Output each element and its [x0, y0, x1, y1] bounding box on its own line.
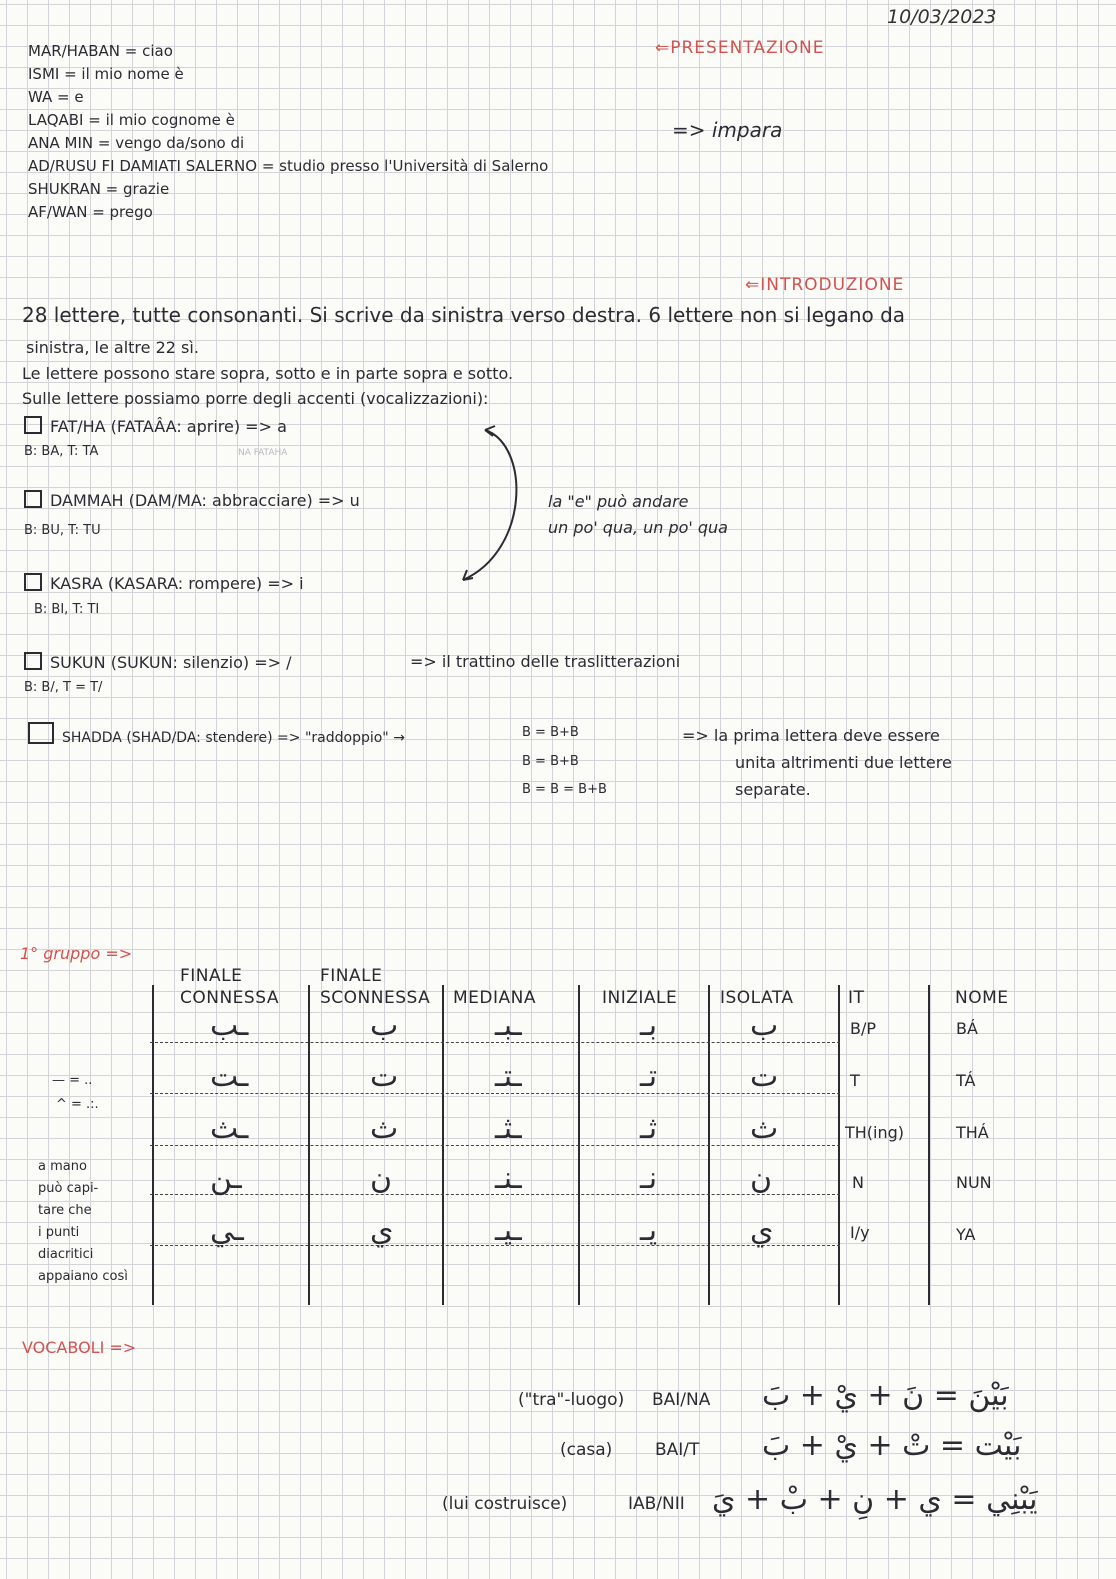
greeting-line: MAR/HABAN = ciao [28, 42, 173, 60]
shadda-label [28, 722, 405, 746]
transliteration: I/y [850, 1223, 870, 1242]
column-header: ISOLATA [720, 988, 794, 1008]
letter-form: ثـ [640, 1111, 658, 1146]
kasra-label [24, 573, 304, 593]
letter-name: TÁ [956, 1071, 976, 1090]
hand-note-line: diacritici [38, 1247, 94, 1262]
transliteration: TH(ing) [845, 1123, 905, 1142]
fatha-label [24, 416, 287, 436]
vocab-meaning: ("tra"-luogo) [518, 1390, 625, 1410]
letter-form: ـنـ [495, 1161, 522, 1196]
damma-label [24, 490, 360, 510]
hand-note-line: può capi- [38, 1181, 99, 1196]
letter-name: BÁ [956, 1019, 978, 1038]
group-label: 1° gruppo => [20, 944, 133, 963]
letter-name: NUN [956, 1173, 992, 1192]
greeting-line: AD/RUSU FI DAMIATI SALERNO = studio presso l'Università di Salerno [28, 157, 549, 175]
shadda-note: => la prima lettera deve essere [682, 726, 940, 745]
letter-form: ب [750, 1008, 779, 1043]
hand-note [38, 1156, 128, 1288]
column-header [180, 965, 279, 1009]
letter-form: ت [750, 1059, 779, 1094]
side-note-impara: => impara [672, 118, 783, 142]
greeting-line: SHUKRAN = grazie [28, 180, 170, 198]
letter-form: ي [750, 1213, 774, 1248]
section-heading-vocaboli: VOCABOLI => [22, 1338, 137, 1357]
vocab-meaning: (casa) [560, 1440, 613, 1460]
letter-form: ث [750, 1111, 779, 1146]
damma-text: DAMMAH (DAM/MA: abbracciare) => u [50, 491, 360, 510]
fatha-example: B: BA, T: TA [24, 444, 99, 459]
column-header: INIZIALE [602, 988, 678, 1008]
vocab-arabic: يَبْنِي = ي + نِ + بْ + يَ [712, 1482, 1038, 1517]
letter-form: ـي [210, 1213, 244, 1248]
greetings-list [28, 40, 548, 224]
letter-form: نـ [640, 1161, 658, 1196]
letter-form: ن [370, 1161, 393, 1196]
letter-form: ت [370, 1059, 399, 1094]
arrow-note: la "e" può andare [548, 492, 689, 511]
letter-form: ـب [210, 1008, 249, 1043]
intro-line: Sulle lettere possiamo porre degli accenti (vocalizzazioni): [22, 389, 489, 408]
intro-line: 28 lettere, tutte consonanti. Si scrive da sinistra verso destra. 6 lettere non si legano da [22, 303, 906, 327]
letter-form: ب [370, 1008, 399, 1043]
transliteration: B/P [850, 1019, 877, 1038]
hand-note-line: a mano [38, 1159, 87, 1174]
arrow-note: un po' qua, un po' qua [548, 518, 728, 537]
fatha-text: FAT/HA (FATAÂA: aprire) => a [50, 417, 287, 436]
letter-form: ـن [210, 1161, 242, 1196]
legend-line: ^ = .:. [56, 1097, 99, 1112]
shadda-note: separate. [735, 780, 811, 799]
header-line: SCONNESSA [320, 988, 431, 1008]
header-line: FINALE [180, 966, 243, 986]
letter-form: ث [370, 1111, 399, 1146]
shadda-equation: B = B+B [522, 754, 579, 769]
faded-note: NA FATAHA [238, 448, 288, 458]
letter-form: ـث [210, 1111, 249, 1146]
alphabet-table [150, 965, 1030, 1310]
checkbox-icon [24, 416, 42, 434]
section-heading-introduzione: ⇐INTRODUZIONE [745, 275, 905, 295]
letter-name: YA [956, 1225, 976, 1244]
sukun-label [24, 652, 291, 672]
greeting-line: WA = e [28, 88, 84, 106]
greeting-line: ANA MIN = vengo da/sono di [28, 134, 245, 152]
letter-form: ـيـ [495, 1213, 522, 1248]
date: 10/03/2023 [887, 6, 997, 28]
legend-line: — = .. [52, 1073, 93, 1088]
vocab-arabic: بَيْنَ = نَ + يْ + بَ [762, 1378, 1009, 1413]
sukun-text: SUKUN (SUKUN: silenzio) => / [50, 653, 292, 672]
section-heading-presentazione: ⇐PRESENTAZIONE [655, 38, 825, 58]
vocab-transliteration: BAI/NA [652, 1390, 711, 1410]
shadda-equation: B = B = B+B [522, 782, 607, 797]
greeting-line: AF/WAN = prego [28, 203, 153, 221]
sukun-example: B: B/, T = T/ [24, 680, 103, 695]
letter-form: ـتـ [495, 1059, 522, 1094]
vocab-meaning: (lui costruisce) [442, 1494, 568, 1514]
column-header: MEDIANA [453, 988, 536, 1008]
letter-form: تـ [640, 1059, 658, 1094]
checkbox-icon [28, 722, 54, 744]
intro-line: sinistra, le altre 22 sì. [26, 338, 199, 357]
letter-form: ـبـ [495, 1008, 522, 1043]
transliteration: T [850, 1071, 860, 1090]
transliteration: N [852, 1173, 864, 1192]
checkbox-icon [24, 490, 42, 508]
letter-name: THÁ [956, 1123, 989, 1142]
shadda-equation: B = B+B [522, 725, 579, 740]
hand-note-line: i punti [38, 1225, 80, 1240]
curved-arrow-icon [455, 420, 535, 590]
greeting-line: LAQABI = il mio cognome è [28, 111, 235, 129]
checkbox-icon [24, 573, 42, 591]
column-divider [928, 985, 930, 1305]
damma-example: B: BU, T: TU [24, 523, 101, 538]
greeting-line: ISMI = il mio nome è [28, 65, 184, 83]
intro-line: Le lettere possono stare sopra, sotto e in parte sopra e sotto. [22, 364, 514, 383]
column-header: IT [848, 988, 865, 1008]
hand-note-line: appaiano così [38, 1269, 128, 1284]
shadda-note: unita altrimenti due lettere [735, 753, 952, 772]
kasra-text: KASRA (KASARA: rompere) => i [50, 574, 304, 593]
letter-form: ن [750, 1161, 773, 1196]
hand-note-line: tare che [38, 1203, 92, 1218]
checkbox-icon [24, 652, 42, 670]
vocab-transliteration: BAI/T [655, 1440, 700, 1460]
letter-form: بـ [640, 1008, 658, 1043]
header-line: CONNESSA [180, 988, 279, 1008]
shadda-text: SHADDA (SHAD/DA: stendere) => "raddoppio" → [62, 730, 405, 746]
sukun-note: => il trattino delle traslitterazioni [410, 652, 681, 671]
kasra-example: B: BI, T: TI [34, 602, 100, 617]
letter-form: ي [370, 1213, 394, 1248]
letter-form: يـ [640, 1213, 658, 1248]
column-header: NOME [955, 988, 1009, 1008]
vocab-transliteration: IAB/NII [628, 1494, 685, 1514]
letter-form: ـت [210, 1059, 249, 1094]
column-header [320, 965, 430, 1009]
header-line: FINALE [320, 966, 383, 986]
letter-form: ـثـ [495, 1111, 522, 1146]
vocab-arabic: بَيْت = تْ + يْ + بَ [762, 1428, 1022, 1463]
